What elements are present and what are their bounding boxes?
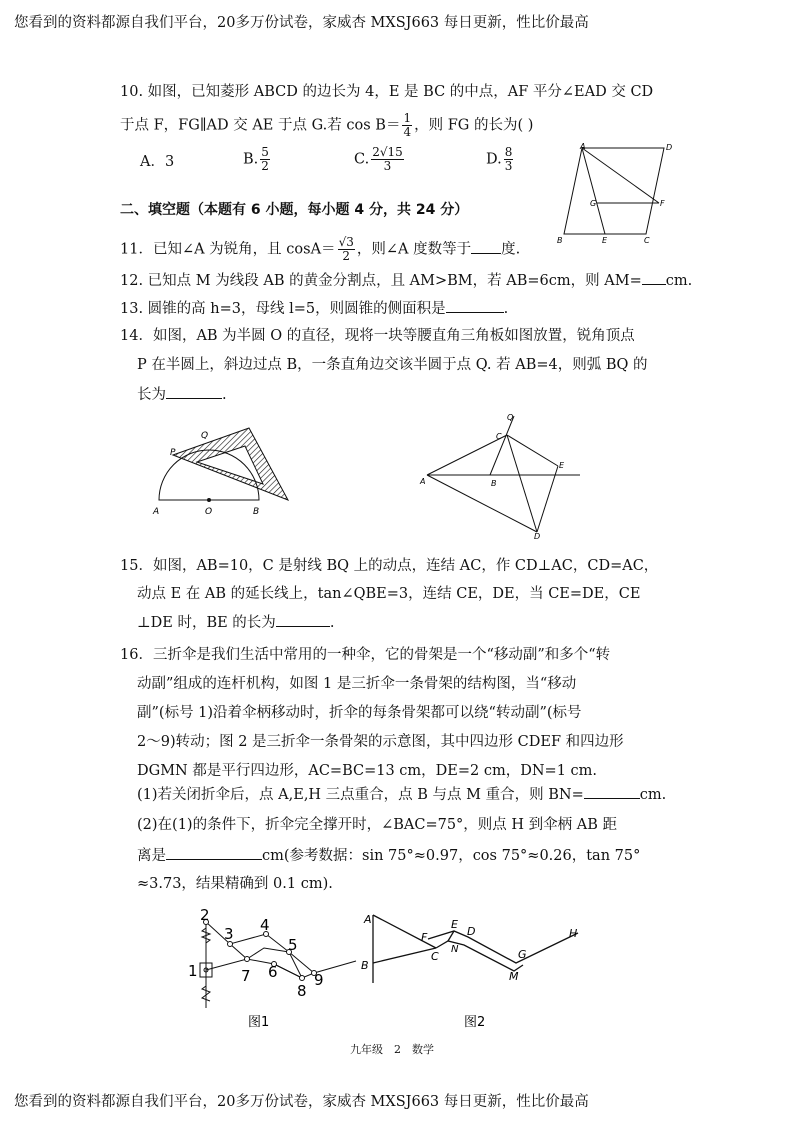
q14-semicircle-figure [145, 418, 295, 518]
q15-figure [415, 408, 585, 540]
q15-3a: ⊥DE 时，BE 的长为 [137, 615, 276, 631]
fig2-label-g: G [518, 948, 527, 961]
q10-line2 [120, 112, 533, 139]
q16-figure1 [186, 908, 362, 1030]
opt-c-den: 3 [383, 159, 392, 173]
fig2-caption: 图2 [464, 1015, 486, 1030]
opt-b-den: 2 [261, 159, 269, 173]
fig2-label-d: D [467, 925, 476, 938]
q15-3b: . [329, 615, 335, 631]
fig15-label-d: D [534, 532, 541, 540]
q12-a: 12. 已知点 M 为线段 AB 的黄金分割点，且 AM>BM，若 AB=6cm，则 AM= [120, 273, 642, 289]
fig2-label-f: F [421, 931, 428, 944]
fig1-label-2: 2 [200, 908, 210, 924]
fig2-label-a: A [364, 913, 372, 926]
q10-line2-b: ，则 FG 的长为( ) [414, 117, 534, 134]
opt-d-den: 3 [504, 159, 513, 173]
q11-answer-blank[interactable] [471, 239, 501, 254]
fig2-label-e: E [451, 918, 458, 931]
q14-3b: . [222, 387, 227, 403]
q16-6b: cm. [639, 787, 667, 803]
q13-answer-blank[interactable] [446, 298, 504, 313]
q16-part1-blank[interactable] [584, 784, 640, 799]
fig10-label-e: E [602, 236, 608, 245]
q16-line5: DGMN 都是平行四边形，AC=BC=13 cm，DE=2 cm，DN=1 cm. [137, 763, 598, 779]
fig10-label-f: F [660, 199, 665, 208]
fig1-label-8: 8 [297, 982, 307, 1000]
q10-option-a: A．3 [140, 154, 175, 170]
q15-line2: 动点 E 在 AB 的延长线上，tan∠QBE=3，连结 CE，DE，当 CE=DE，CE [137, 586, 641, 602]
fig14-label-p: P [170, 448, 176, 458]
section2-header: 二、填空题（本题有 6 小题，每小题 4 分，共 24 分） [120, 202, 469, 218]
fig1-label-7: 7 [241, 967, 251, 985]
fig1-label-9: 9 [314, 971, 324, 989]
fig14-label-b: B [253, 507, 260, 517]
fig15-label-q: Q [507, 413, 514, 422]
q10-cosb-fraction [402, 112, 412, 139]
q14-3a: 长为 [137, 387, 166, 403]
fig10-label-a: A [580, 142, 586, 151]
bottom-banner: 您看到的资料都源自我们平台，20多万份试卷，家威杏 MXSJ663 每日更新，性比价最高 [14, 1094, 589, 1110]
top-banner: 您看到的资料都源自我们平台，20多万份试卷，家威杏 MXSJ663 每日更新，性比价最高 [14, 15, 589, 31]
q10-option-c [354, 146, 406, 173]
page-footer: 九年级 2 数学 [350, 1043, 434, 1056]
fig1-label-4: 4 [260, 916, 270, 934]
q16-line9: ≈3.73，结果精确到 0.1 cm). [137, 876, 333, 892]
q16-line6 [137, 784, 666, 805]
frac-num: 1 [403, 111, 412, 125]
fig15-label-c: C [496, 432, 502, 441]
q10-line1: 10. 如图，已知菱形 ABCD 的边长为 4，E 是 BC 的中点，AF 平分∠EAD 交 CD [120, 84, 654, 100]
q10-option-b [243, 146, 272, 173]
q16-line4: 2～9)转动；图 2 是三折伞一条骨架的示意图，其中四边形 CDEF 和四边形 [137, 734, 624, 750]
fig15-label-a: A [420, 477, 426, 486]
fig2-label-c: C [431, 950, 439, 963]
opt-b-label: B. [243, 151, 259, 168]
fig15-label-b: B [491, 479, 497, 488]
q15-line1: 15．如图，AB=10，C 是射线 BQ 上的动点，连结 AC，作 CD⊥AC，CD=AC， [120, 558, 659, 574]
opt-c-num: 2√15 [372, 145, 403, 159]
q12-b: cm. [665, 273, 693, 289]
q11-c: 度. [501, 241, 521, 258]
fig14-label-a: A [153, 507, 160, 517]
fig1-label-3: 3 [224, 925, 234, 943]
q15-line3 [137, 612, 334, 633]
frac-den: 4 [403, 125, 412, 139]
opt-c-label: C. [354, 151, 370, 168]
opt-d-num: 8 [504, 145, 513, 159]
q12 [120, 270, 692, 291]
q16-line7: (2)在(1)的条件下，折伞完全撑开时，∠BAC=75°，则点 H 到伞柄 AB 距 [137, 817, 618, 833]
q14-line2: P 在半圆上，斜边过点 B，一条直角边交该半圆于点 Q. 若 AB=4，则弧 BQ 的 [137, 357, 648, 373]
fig10-label-g: G [590, 199, 597, 208]
fig1-caption: 图1 [248, 1015, 270, 1030]
q13 [120, 298, 508, 319]
fig15-label-e: E [559, 461, 565, 470]
fig2-label-m: M [509, 970, 519, 983]
q13-b: . [503, 301, 509, 317]
fig10-label-b: B [557, 236, 563, 245]
q11-frac-num: √3 [338, 235, 354, 249]
fig1-label-1: 1 [188, 962, 198, 980]
opt-b-num: 5 [261, 145, 269, 159]
q16-part2-blank[interactable] [166, 845, 262, 860]
q12-answer-blank[interactable] [642, 270, 666, 285]
q10-line2-a: 于点 F，FG∥AD 交 AE 于点 G.若 cos B＝ [120, 117, 401, 134]
opt-d-label: D. [486, 151, 502, 168]
q10-rhombus-figure [552, 140, 682, 245]
q16-line1: 16．三折伞是我们生活中常用的一种伞，它的骨架是一个“移动副”和多个“转 [120, 647, 611, 663]
q11-a: 11．已知∠A 为锐角，且 cosA＝ [120, 241, 336, 258]
q11 [120, 236, 520, 263]
q10-option-d [486, 146, 515, 173]
q13-a: 13. 圆锥的高 h=3，母线 l=5，则圆锥的侧面积是 [120, 301, 446, 317]
q16-8a: 离是 [137, 848, 166, 864]
q16-8b: cm(参考数据：sin 75°≈0.97，cos 75°≈0.26，tan 75° [262, 848, 641, 864]
fig14-label-q: Q [201, 431, 209, 441]
q14-line1: 14．如图，AB 为半圆 O 的直径，现将一块等腰直角三角板如图放置，锐角顶点 [120, 328, 635, 344]
fig2-label-n: N [451, 944, 459, 955]
q16-line2: 动副”组成的连杆机构，如图 1 是三折伞一条骨架的结构图，当“移动 [137, 676, 577, 692]
q11-frac-den: 2 [342, 249, 351, 263]
q11-b: ，则∠A 度数等于 [356, 241, 472, 258]
q15-answer-blank[interactable] [276, 612, 330, 627]
q16-line3: 副”(标号 1)沿着伞柄移动时，折伞的每条骨架都可以绕“转动副”(标号 [137, 705, 582, 721]
fig14-label-o: O [205, 507, 213, 517]
fig10-label-d: D [666, 143, 673, 152]
fig1-label-5: 5 [288, 936, 298, 954]
q16-6a: (1)若关闭折伞后，点 A,E,H 三点重合，点 B 与点 M 重合，则 BN= [137, 787, 584, 803]
q14-answer-blank[interactable] [166, 384, 222, 399]
fig1-label-6: 6 [268, 963, 278, 981]
fig10-label-c: C [644, 236, 650, 245]
q16-line8 [137, 845, 640, 866]
fig2-label-h: H [569, 927, 578, 940]
q14-line3 [137, 384, 227, 405]
fig2-label-b: B [361, 959, 369, 972]
q16-figure2 [356, 903, 586, 1030]
